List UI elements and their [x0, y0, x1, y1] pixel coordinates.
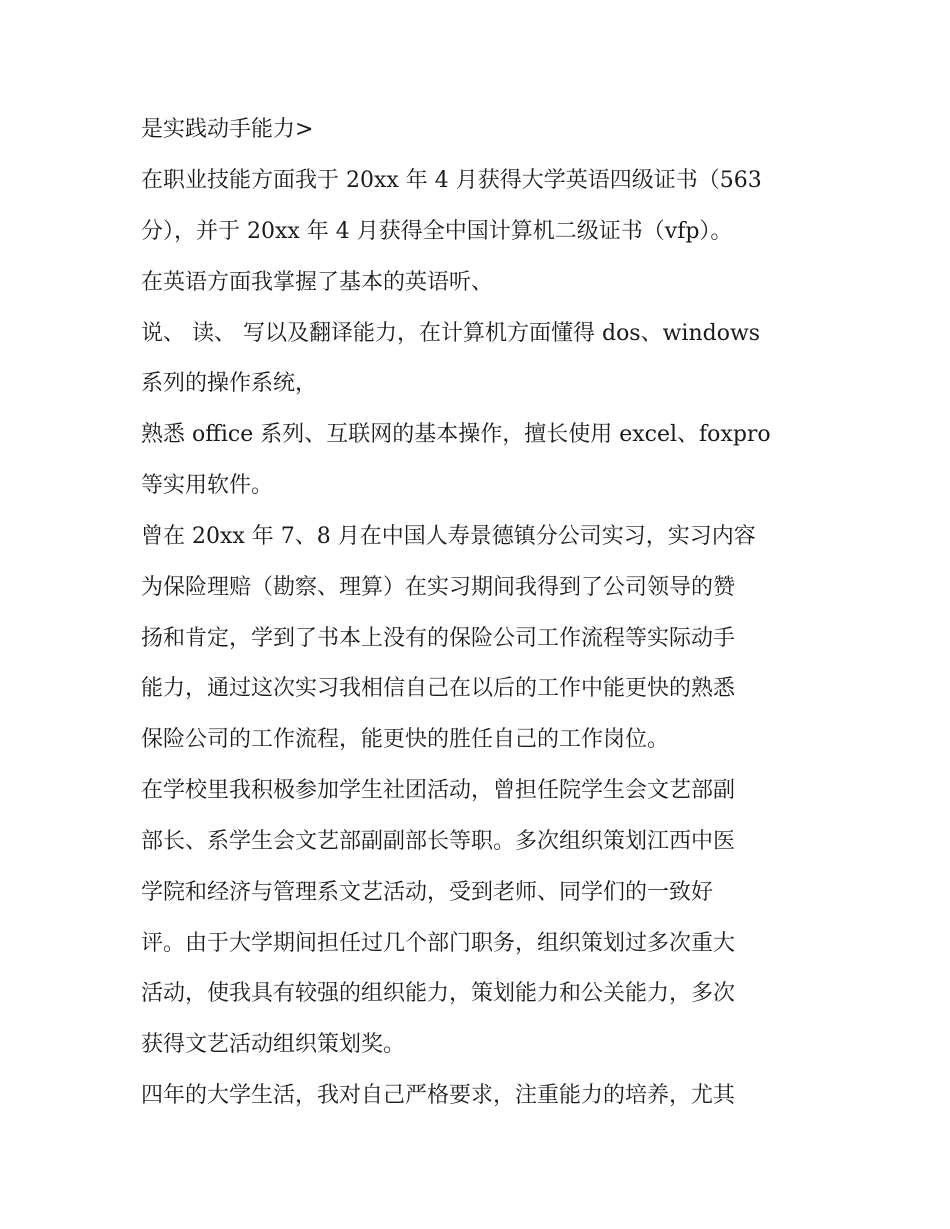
text-line: 说、 读、 写以及翻译能力，在计算机方面懂得 dos、windows: [141, 321, 761, 346]
text-line: 能力，通过这次实习我相信自己在以后的工作中能更快的熟悉: [141, 676, 736, 701]
text-line: 在学校里我积极参加学生社团活动，曾担任院学生会文艺部副: [141, 778, 736, 803]
text-line: 等实用软件。: [141, 473, 274, 498]
text-line: 扬和肯定，学到了书本上没有的保险公司工作流程等实际动手: [141, 626, 736, 651]
text-line: 评。由于大学期间担任过几个部门职务，组织策划过多次重大: [141, 931, 736, 956]
text-line: 获得文艺活动组织策划奖。: [141, 1032, 406, 1057]
text-line: 曾在 20xx 年 7、8 月在中国人寿景德镇分公司实习，实习内容: [141, 524, 756, 549]
text-line: 熟悉 office 系列、互联网的基本操作，擅长使用 excel、foxpro: [141, 422, 771, 447]
text-line: 为保险理赔（勘察、理算）在实习期间我得到了公司领导的赞: [141, 575, 736, 600]
text-line: 学院和经济与管理系文艺活动，受到老师、同学们的一致好: [141, 880, 714, 905]
text-line: 是实践动手能力>: [141, 117, 314, 142]
text-line: 分），并于 20xx 年 4 月获得全中国计算机二级证书（vfp）。: [141, 219, 733, 244]
text-line: 活动，使我具有较强的组织能力，策划能力和公关能力，多次: [141, 981, 736, 1006]
text-line: 保险公司的工作流程，能更快的胜任自己的工作岗位。: [141, 727, 670, 752]
text-line: 四年的大学生活，我对自己严格要求，注重能力的培养，尤其: [141, 1083, 736, 1108]
text-line: 在职业技能方面我于 20xx 年 4 月获得大学英语四级证书（563: [141, 168, 762, 193]
text-line: 系列的操作系统，: [141, 371, 318, 396]
text-line: 在英语方面我掌握了基本的英语听、: [141, 270, 494, 295]
text-line: 部长、系学生会文艺部副副部长等职。多次组织策划江西中医: [141, 829, 736, 854]
